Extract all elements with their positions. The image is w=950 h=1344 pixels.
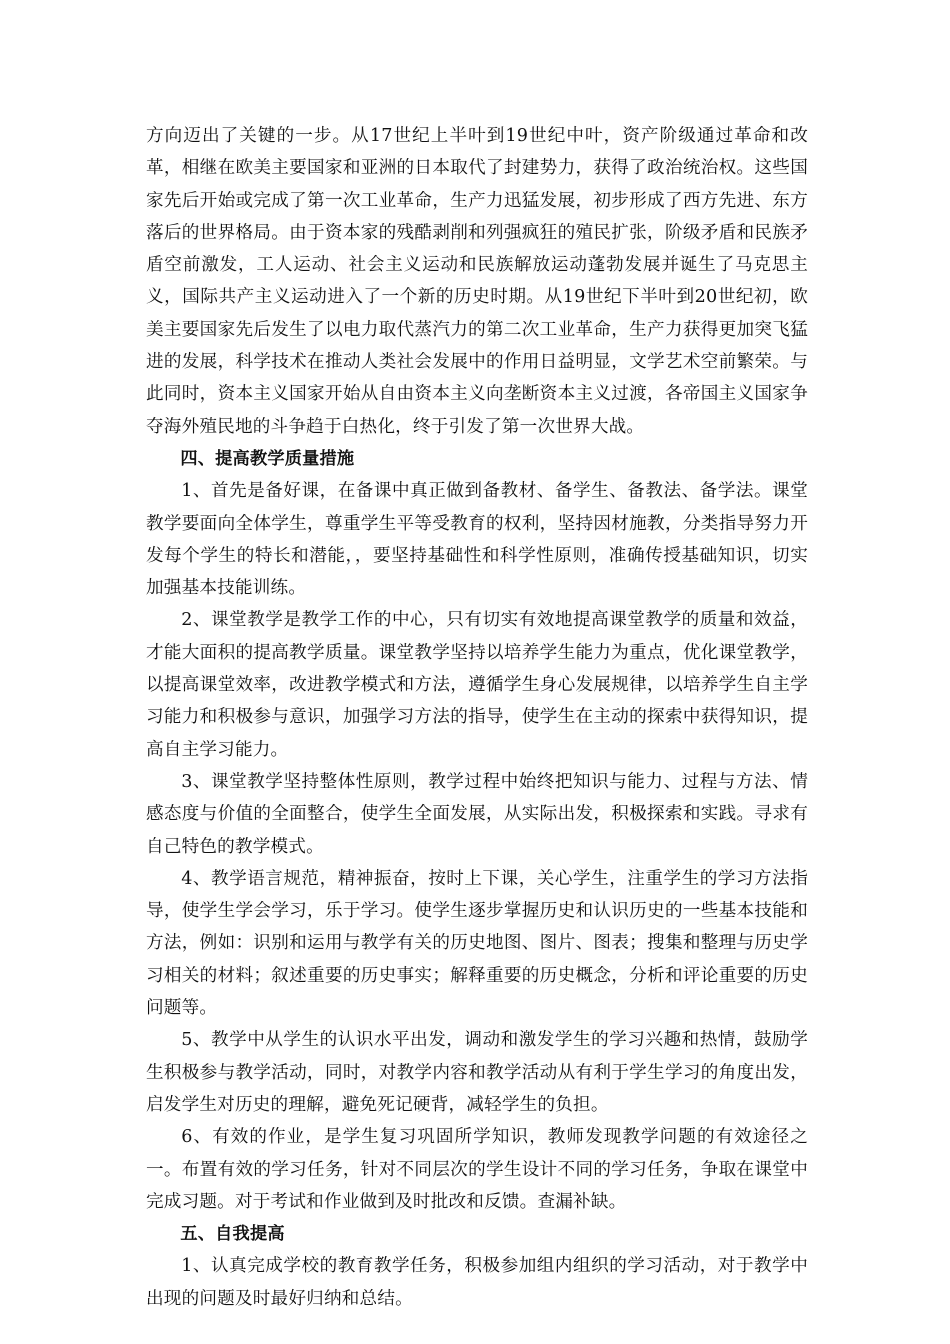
intro-paragraph: 方向迈出了关键的一步。从17世纪上半叶到19世纪中叶，资产阶级通过革命和改革，相继在欧美主要国家和亚洲的日本取代了封建势力，获得了政治统治权。这些国家先后开始或完成了第一次工业革命，生产力迅猛发展，初步形成了西方先进、东方落后的世界格局。由于资本家的残酷剥削和列强疯狂的殖民扩张，阶级矛盾和民族矛盾空前激发，工人运动、社会主义运动和民族解放运动蓬勃发展并诞生了马克思主义，国际共产主义运动进入了一个新的历史时期。从19世纪下半叶到20世纪初，欧美主要国家先后发生了以电力取代蒸汽力的第二次工业革命，生产力获得更加突飞猛进的发展，科学技术在推动人类社会发展中的作用日益明显，文学艺术空前繁荣。与此同时，资本主义国家开始从自由资本主义向垄断资本主义过渡，各帝国主义国家争夺海外殖民地的斗争趋于白热化，终于引发了第一次世界大战。: [146, 126, 808, 437]
section4-item-2: 2、课堂教学是教学工作的中心，只有切实有效地提高课堂教学的质量和效益，才能大面积的提高教学质量。课堂教学坚持以培养学生能力为重点，优化课堂教学，以提高课堂效率，改进教学模式和方法，遵循学生身心发展规律，以培养学生自主学习能力和积极参与意识，加强学习方法的指导，使学生在主动的探索中获得知识，提高自主学习能力。: [146, 610, 808, 760]
document-page: [146, 120, 808, 1315]
section5-item-1: 1、认真完成学校的教育教学任务，积极参加组内组织的学习活动，对于教学中出现的问题及时最好归纳和总结。: [146, 1256, 808, 1309]
section-heading-4: 四、提高教学质量措施: [180, 448, 355, 469]
section4-item-5: 5、教学中从学生的认识水平出发，调动和激发学生的学习兴趣和热情，鼓励学生积极参与教学活动，同时，对教学内容和教学活动从有利于学生学习的角度出发，启发学生对历史的理解，避免死记硬背，减轻学生的负担。: [146, 1030, 808, 1115]
section4-item-4: 4、教学语言规范，精神振奋，按时上下课，关心学生，注重学生的学习方法指导，使学生学会学习，乐于学习。使学生逐步掌握历史和认识历史的一些基本技能和方法，例如：识别和运用与教学有关的历史地图、图片、图表；搜集和整理与历史学习相关的材料；叙述重要的历史事实；解释重要的历史概念，分析和评论重要的历史问题等。: [146, 868, 808, 1019]
section4-item-6: 6、有效的作业，是学生复习巩固所学知识，教师发现教学问题的有效途径之一。布置有效的学习任务，针对不同层次的学生设计不同的学习任务，争取在课堂中完成习题。对于考试和作业做到及时批改和反馈。查漏补缺。: [146, 1127, 808, 1212]
section-heading-5: 五、自我提高: [180, 1224, 285, 1245]
section4-item-1: 1、首先是备好课，在备课中真正做到备教材、备学生、备教法、备学法。课堂教学要面向全体学生，尊重学生平等受教育的权利，坚持因材施教，分类指导努力开发每个学生的特长和潜能，，要坚持基础性和科学性原则，准确传授基础知识，切实加强基本技能训练。: [146, 481, 808, 599]
section4-item-3: 3、课堂教学坚持整体性原则，教学过程中始终把知识与能力、过程与方法、情感态度与价值的全面整合，使学生全面发展，从实际出发，积极探索和实践。寻求有自己特色的教学模式。: [146, 771, 808, 857]
